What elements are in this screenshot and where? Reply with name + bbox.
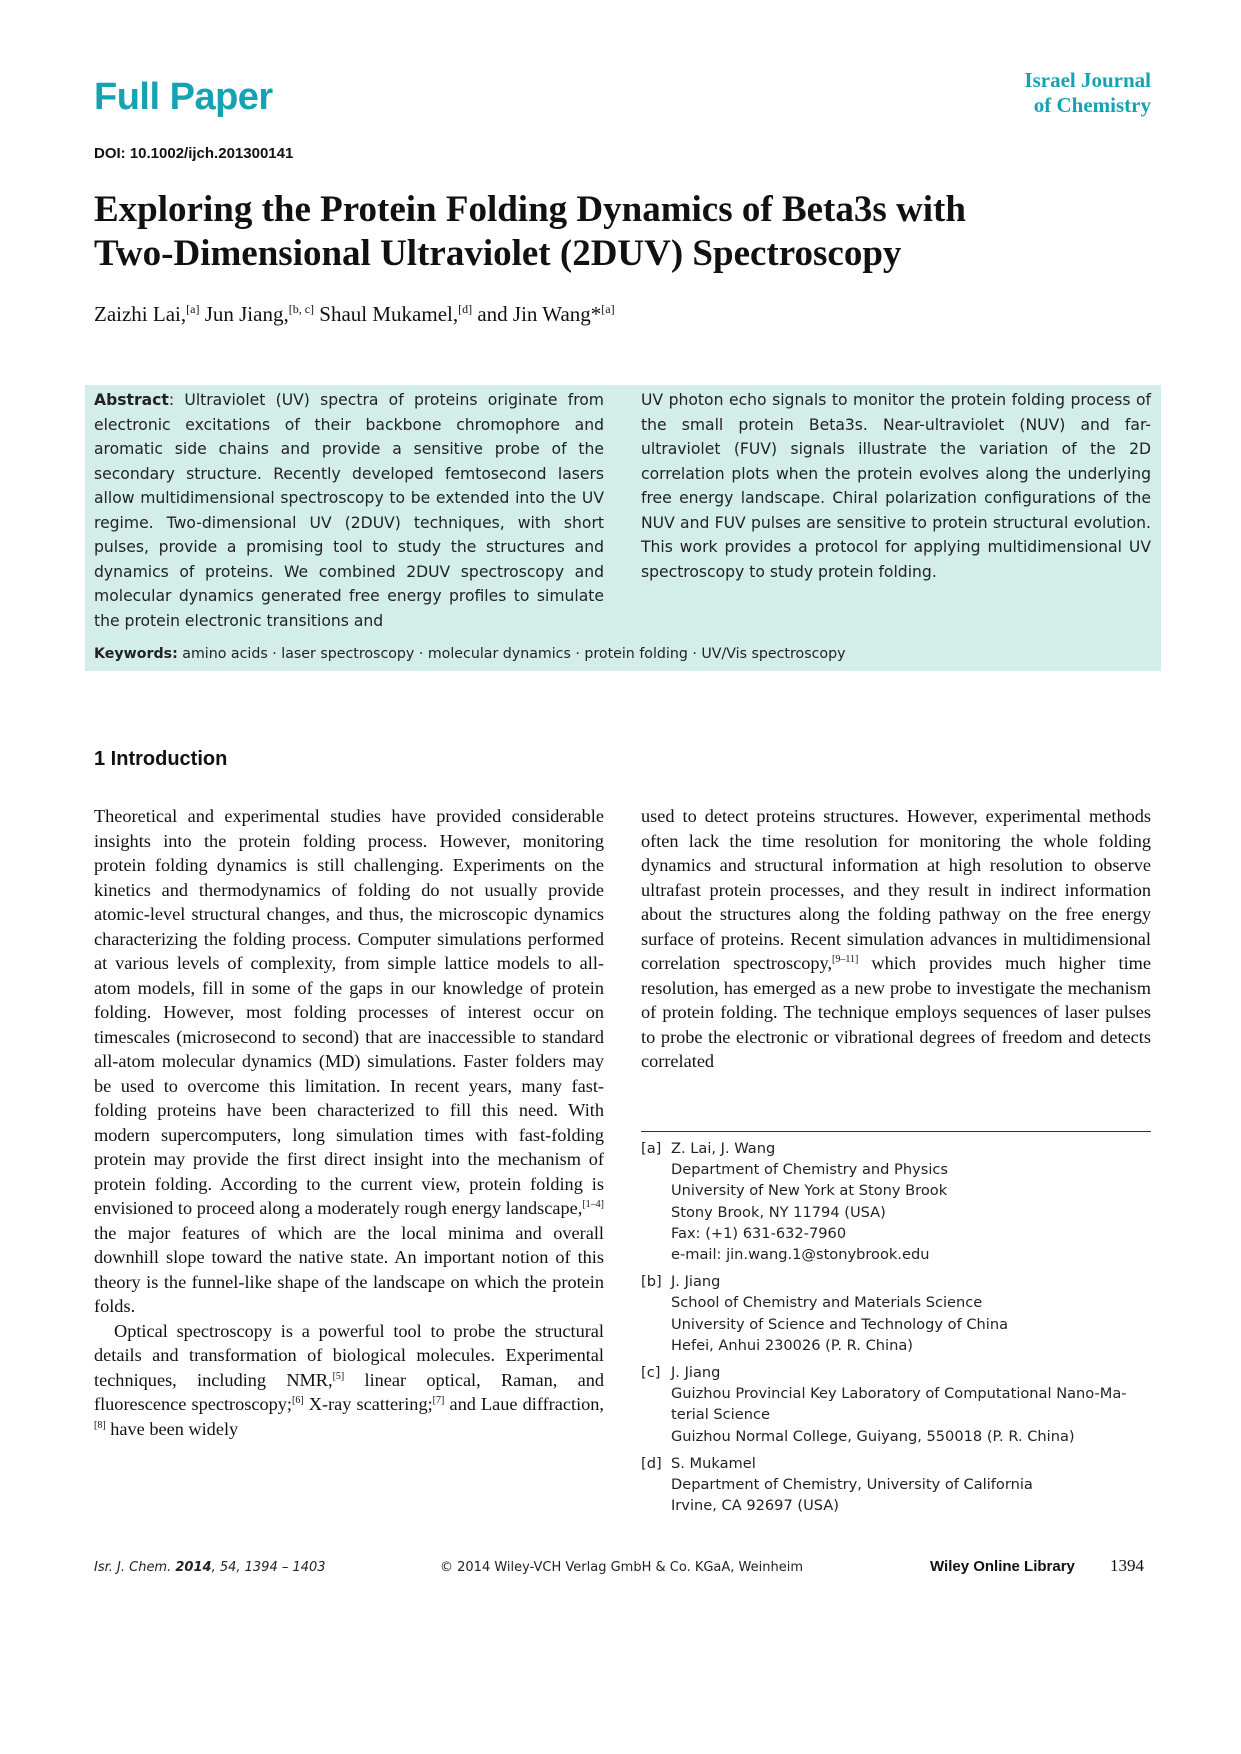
footer-citation-pages: , 54, 1394 – 1403 (211, 1560, 326, 1575)
footnote-line: University of New York at Stony Brook (671, 1182, 948, 1200)
paragraph-text: the major features of which are the local minima and overall downhill slope toward the native state. An important notion of this theory is the funnel-like shape of the landscape on which the protein folds. (94, 1222, 604, 1316)
footnote-tag: [a] (641, 1140, 662, 1157)
footnote-tag: [d] (641, 1454, 662, 1472)
citation-ref[interactable]: [6] (292, 1394, 304, 1406)
footnote-line: J. Jiang (671, 1364, 721, 1382)
paper-title (94, 188, 1154, 276)
author-list (94, 302, 615, 327)
journal-name-line1: Israel Journal (1024, 68, 1151, 92)
footnote-line: S. Mukamel (671, 1454, 756, 1472)
author-affiliation: [a] (186, 302, 200, 316)
keywords (94, 646, 845, 662)
footnote-line: Irvine, CA 92697 (USA) (671, 1497, 839, 1515)
footnote-line: J. Jiang (671, 1273, 721, 1291)
author-affiliation: [a] (601, 302, 615, 316)
abstract-right-column: UV photon echo signals to monitor the protein folding process of the small protein Beta3s. Near-ultraviolet (NUV) and far-ultraviolet (FUV) signals illustrate the variation of the 2D correlation plots when the protein evolves along the underlying free energy landscape. Chiral polarization configurations of the NUV and FUV pulses are sensitive to protein structural evolution. This work provides a protocol for applying multidimensional UV spectroscopy to study protein folding. (641, 391, 1151, 581)
footnote-line: University of Science and Technology of China (671, 1315, 1009, 1333)
section-heading: 1 Introduction (94, 748, 228, 770)
paragraph (94, 804, 604, 1319)
citation-ref[interactable]: [7] (432, 1394, 445, 1406)
affiliation-footnotes (641, 1138, 1161, 1522)
paragraph (641, 804, 1151, 1074)
footnote-line: terial Science (671, 1406, 770, 1424)
paragraph-text: which provides much higher time resolution, has emerged as a new probe to investigate the mechanism of protein folding. The technique employs sequences of laser pulses to probe the electronic or vibrational degrees of freedom and detects correlated (641, 953, 1151, 1071)
email-link[interactable]: e-mail: jin.wang.1@stonybrook.edu (671, 1246, 930, 1264)
footer-citation-year: 2014 (175, 1560, 212, 1575)
footnote-line: Z. Lai, J. Wang (671, 1140, 776, 1157)
page-number: 1394 (1110, 1556, 1144, 1575)
body-right-column (641, 804, 1151, 1074)
footnote-tag: [c] (641, 1364, 661, 1382)
footnote-tag: [b] (641, 1273, 662, 1291)
footnote-line: Guizhou Provincial Key Laboratory of Computational Nano-Ma- (671, 1385, 1127, 1403)
citation-ref[interactable]: [1–4] (582, 1198, 604, 1210)
abstract-label: Abstract (94, 391, 169, 409)
citation-ref[interactable]: [5] (332, 1370, 345, 1382)
title-line2: Two-Dimensional Ultraviolet (2DUV) Spectroscopy (94, 233, 902, 274)
journal-name (1024, 68, 1151, 118)
paragraph-text: Theoretical and experimental studies have provided considerable insights into the protein folding process. However, monitoring protein folding dynamics is still challenging. Experiments on the kinetics and thermodynamics of folding do not usually provide atomic-level structural changes, and thus, the microscopic dynamics characterizing the folding process. Computer simulations performed at various levels of complexity, from simple lattice models to all-atom models, fill in some of the gaps in our knowledge of protein folding. However, most folding processes of interest occur on timescales (microsecond to second) that are inaccessible to standard all-atom molecular dynamics (MD) simulations. Faster folders may be used to overcome this limitation. In recent years, many fast-folding proteins have been characterized to fill this need. With modern supercomputers, long simulation times with fast-folding protein may provide the first direct insight into the mechanism of protein folding. According to the current view, protein folding is envisioned to proceed along a moderately rough energy landscape, (94, 806, 604, 1218)
footnote-line: Department of Chemistry, University of California (671, 1476, 1033, 1494)
footer-citation (94, 1560, 326, 1575)
citation-ref[interactable]: [8] (94, 1419, 106, 1431)
keywords-text: amino acids · laser spectroscopy · molecular dynamics · protein folding · UV/Vis spectroscopy (182, 646, 846, 662)
author-affiliation: [d] (458, 302, 473, 316)
author-name: Zaizhi Lai, (94, 302, 187, 326)
title-line1: Exploring the Protein Folding Dynamics of Beta3s with (94, 189, 966, 230)
paragraph-text: have been widely (105, 1418, 239, 1439)
author-name: and Jin Wang* (477, 302, 602, 326)
paragraph-text: and Laue diffraction, (444, 1394, 604, 1414)
doi: DOI: 10.1002/ijch.201300141 (94, 145, 294, 162)
footnote-divider (641, 1131, 1151, 1132)
paragraph (94, 1319, 604, 1442)
paragraph-text: X-ray scattering; (303, 1394, 433, 1414)
paragraph-text: used to detect proteins structures. However, experimental methods often lack the time resolution for monitoring the whole folding dynamics and structural information at high resolution to observe ultrafast protein processes, and they result in indirect information about the structures along the folding pathway on the free energy surface of proteins. Recent simulation advances in multidimensional correlation spectroscopy, (641, 806, 1151, 973)
affiliation-footnote (641, 1362, 1161, 1447)
journal-name-line2: of Chemistry (1033, 93, 1151, 117)
citation-ref[interactable]: [9–11] (832, 953, 859, 965)
footnote-line: Department of Chemistry and Physics (671, 1161, 949, 1179)
body-left-column (94, 804, 604, 1441)
wiley-online-library-link[interactable]: Wiley Online Library (930, 1558, 1075, 1575)
footnote-line: Hefei, Anhui 230026 (P. R. China) (671, 1336, 913, 1354)
affiliation-footnote (641, 1453, 1161, 1517)
paragraph-text: Optical spectroscopy is a powerful tool to probe the structural details and transformation of biological molecules. Experimental techniques, including NMR, (94, 1320, 604, 1390)
paragraph-text: linear optical, Raman, and fluorescence spectroscopy; (94, 1369, 604, 1414)
affiliation-footnote (641, 1271, 1161, 1356)
footnote-line: School of Chemistry and Materials Science (671, 1294, 983, 1312)
article-type-label: Full Paper (94, 76, 273, 118)
footer-copyright: © 2014 Wiley-VCH Verlag GmbH & Co. KGaA, Weinheim (440, 1560, 804, 1575)
footnote-line: Stony Brook, NY 11794 (USA) (671, 1203, 886, 1221)
abstract-text-left: : Ultraviolet (UV) spectra of proteins originate from electronic excitations of their backbone chromophore and aromatic side chains and provide a sensitive probe of the secondary structure. Recently developed femtosecond lasers allow multidimensional spectroscopy to be extended into the UV regime. Two-dimensional UV (2DUV) techniques, with short pulses, provide a promising tool to study the structures and dynamics of proteins. We combined 2DUV spectroscopy and molecular dynamics generated free energy profiles to simulate the protein electronic transitions and (94, 391, 604, 630)
author-name: Shaul Mukamel, (319, 302, 459, 326)
footer-citation-journal: Isr. J. Chem. (94, 1560, 176, 1575)
affiliation-footnote (641, 1138, 1161, 1265)
keywords-label: Keywords: (94, 646, 178, 662)
abstract-left-column (94, 388, 604, 633)
author-name: Jun Jiang, (204, 302, 289, 326)
author-affiliation: [b, c] (288, 302, 315, 316)
footnote-line: Guizhou Normal College, Guiyang, 550018 (P. R. China) (671, 1427, 1075, 1445)
footnote-line: Fax: (+1) 631-632-7960 (671, 1224, 847, 1242)
